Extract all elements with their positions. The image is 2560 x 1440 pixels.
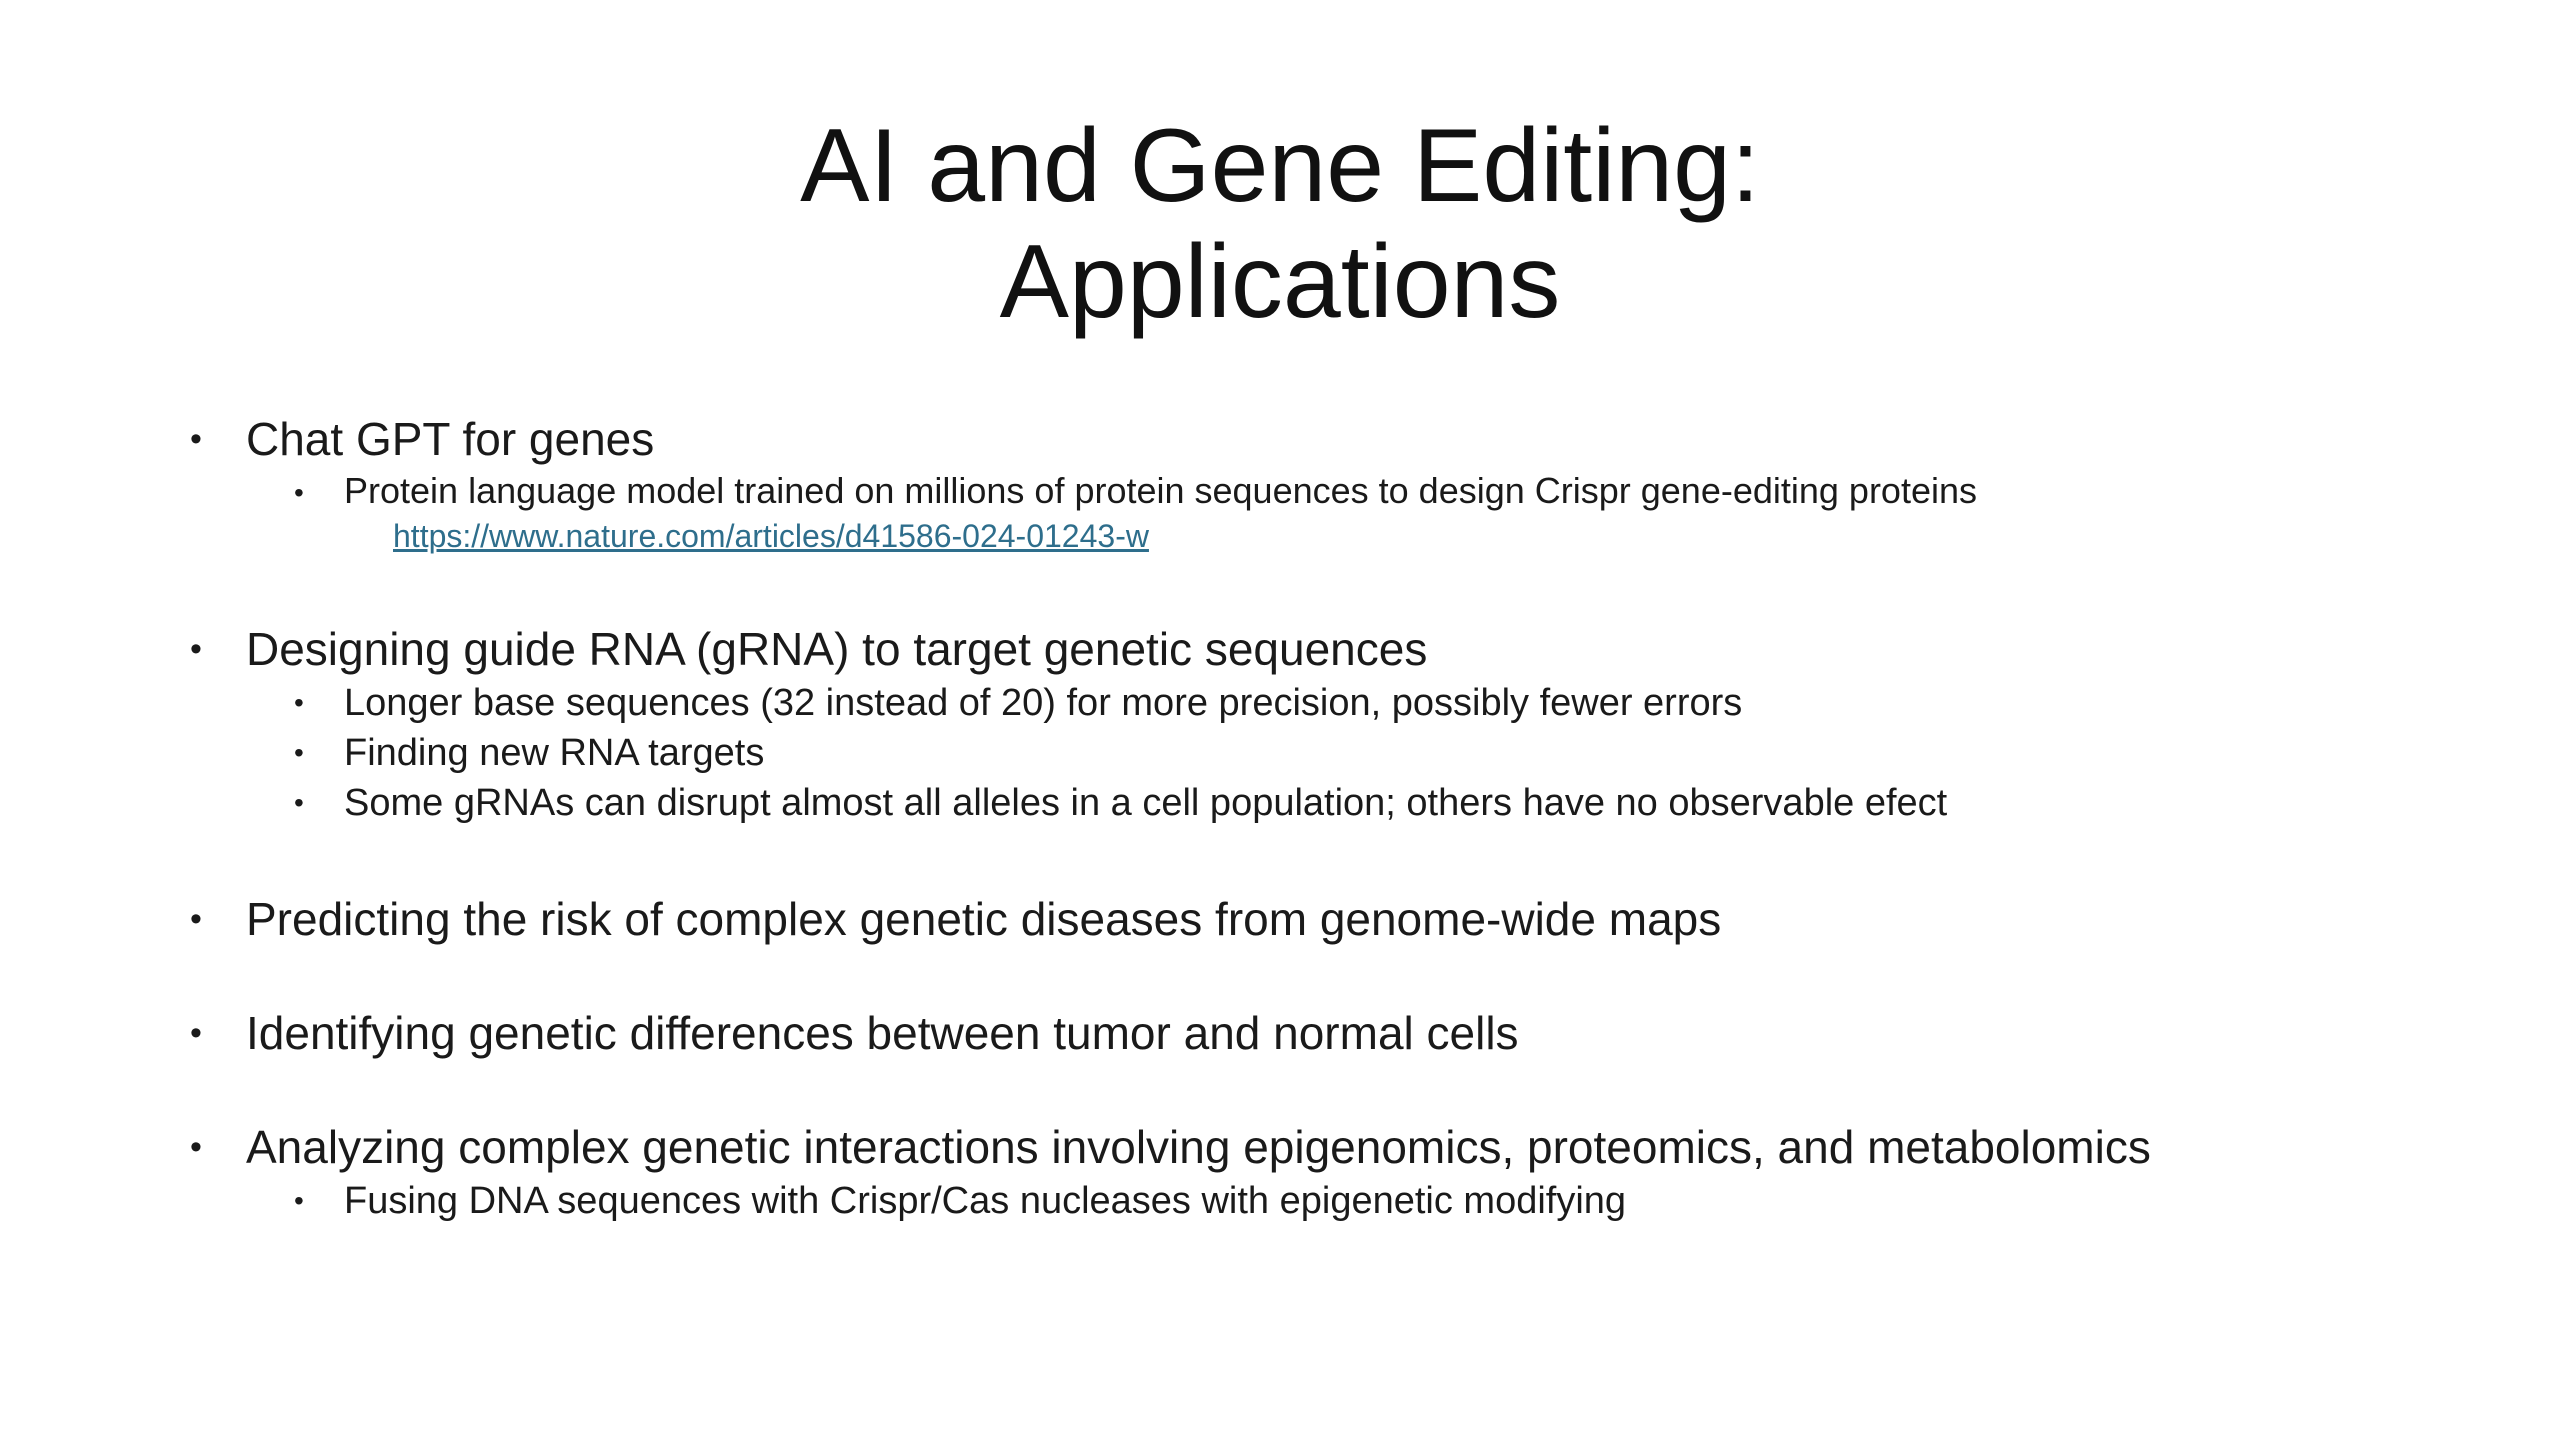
bullet-icon: • (294, 1185, 304, 1216)
sub-item-text: Protein language model trained on millions of protein sequences to design Crispr gene-editing proteins (344, 470, 1977, 511)
list-item (190, 1118, 2490, 1176)
sub-item-text: Longer base sequences (32 instead of 20) for more precision, possibly fewer errors (344, 682, 1743, 724)
section-heading: Identifying genetic differences between tumor and normal cells (246, 1007, 1519, 1059)
reference-line (190, 514, 2490, 558)
bullet-icon: • (294, 787, 304, 818)
sub-item-text: Some gRNAs can disrupt almost all alleles in a cell population; others have no observable efect (344, 782, 1948, 824)
bullet-icon: • (294, 737, 304, 768)
bullet-icon: • (190, 630, 202, 668)
section-genetic-interactions (190, 1118, 2490, 1226)
section-heading: Chat GPT for genes (246, 413, 655, 465)
sub-item-text: Finding new RNA targets (344, 732, 765, 774)
sub-list-item (190, 468, 2490, 514)
reference-link[interactable]: https://www.nature.com/articles/d41586-024-01243-w (393, 518, 1149, 554)
bullet-list (190, 410, 2490, 1226)
bullet-icon: • (190, 1014, 202, 1052)
title-line-2: Applications (999, 224, 1561, 340)
section-heading: Predicting the risk of complex genetic diseases from genome-wide maps (246, 893, 1722, 945)
section-tumor-cells (190, 1004, 2490, 1062)
sub-list-item (190, 728, 2490, 778)
section-disease-risk (190, 890, 2490, 948)
sub-item-text: Fusing DNA sequences with Crispr/Cas nucleases with epigenetic modifying (344, 1180, 1627, 1222)
bullet-icon: • (190, 1128, 202, 1166)
section-heading: Analyzing complex genetic interactions involving epigenomics, proteomics, and metabolomics (246, 1121, 2151, 1173)
sub-list-item (190, 778, 2490, 828)
list-item (190, 890, 2490, 948)
slide-title (0, 108, 2560, 340)
list-item (190, 410, 2490, 468)
bullet-icon: • (190, 420, 202, 458)
list-item (190, 620, 2490, 678)
sub-list-item (190, 1176, 2490, 1226)
section-guide-rna (190, 620, 2490, 828)
section-heading: Designing guide RNA (gRNA) to target genetic sequences (246, 623, 1428, 675)
sub-list-item (190, 678, 2490, 728)
bullet-icon: • (190, 900, 202, 938)
bullet-icon: • (294, 477, 304, 508)
bullet-icon: • (294, 687, 304, 718)
title-line-1: AI and Gene Editing: (800, 108, 1760, 224)
list-item (190, 1004, 2490, 1062)
section-chat-gpt (190, 410, 2490, 558)
